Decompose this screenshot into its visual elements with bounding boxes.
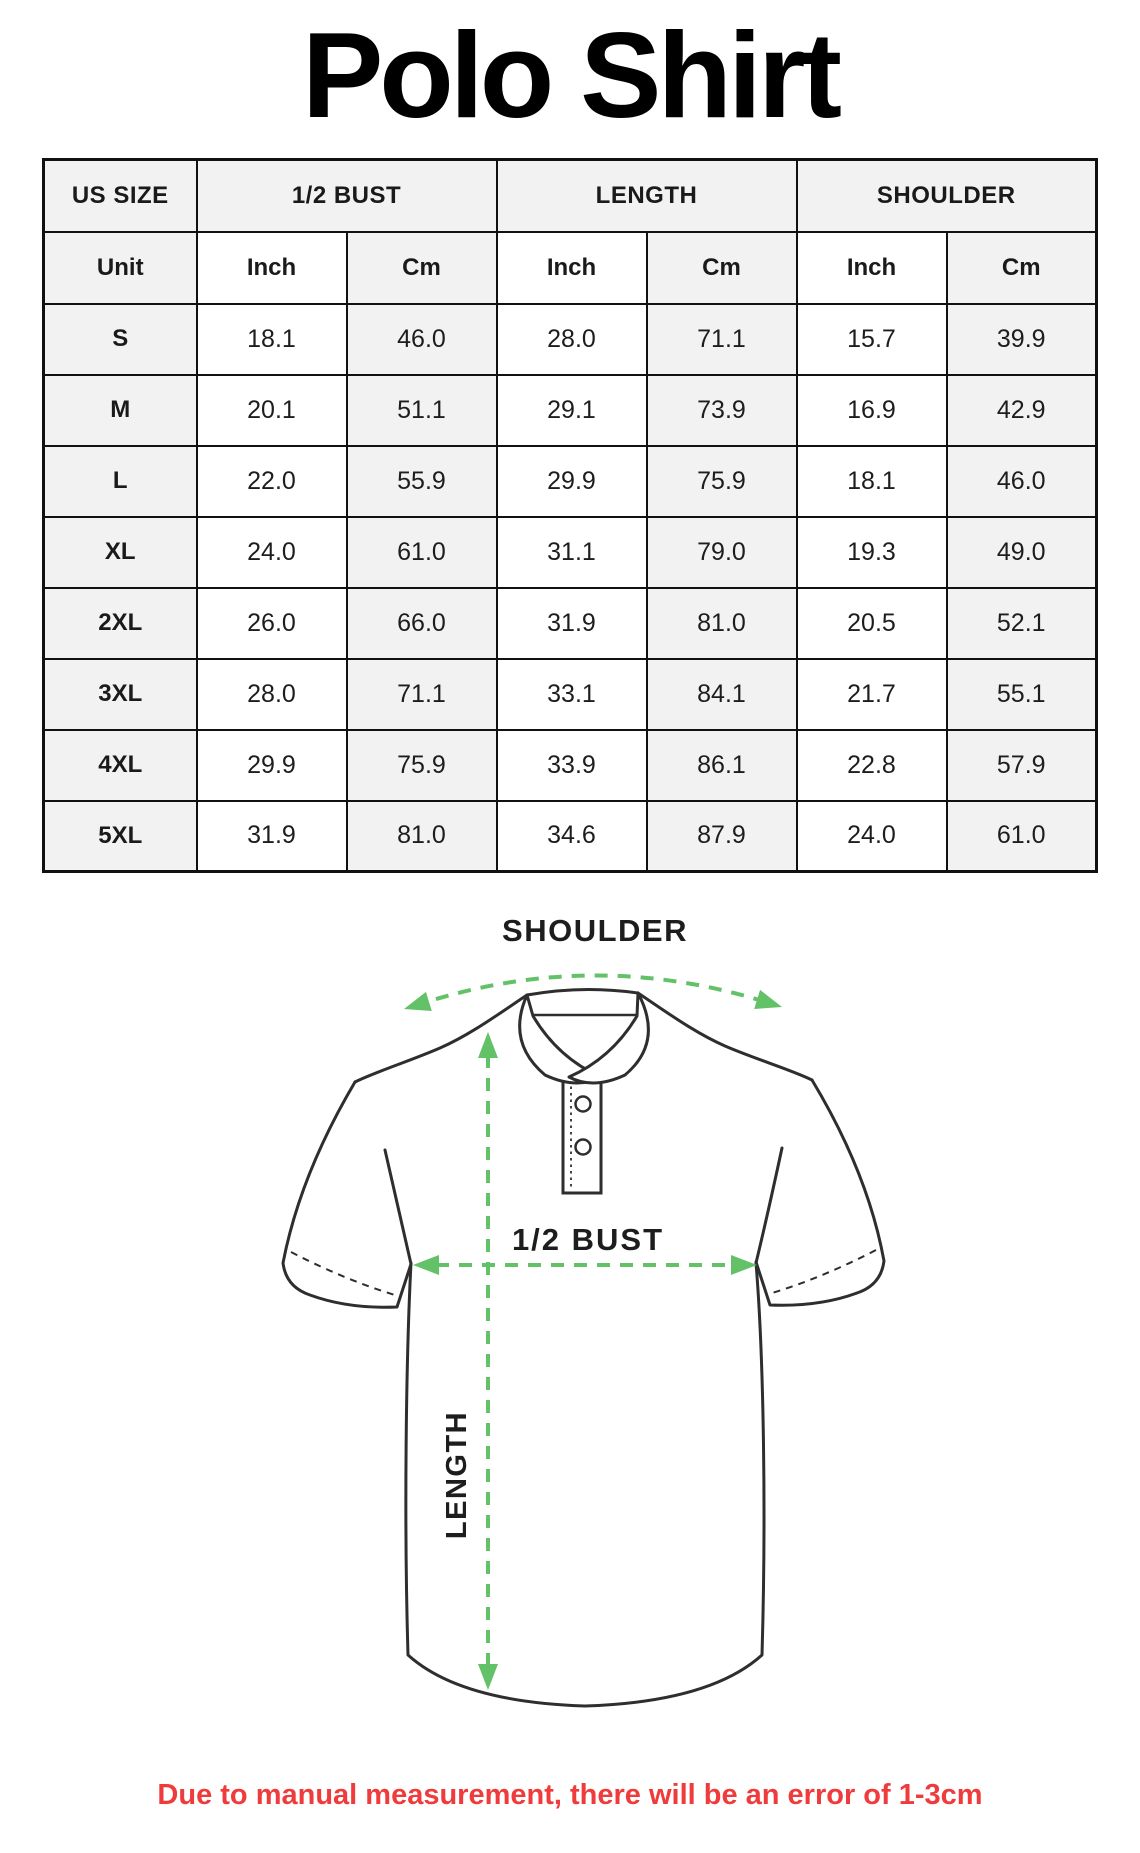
right-sleeve xyxy=(756,1080,884,1305)
value-cell: 29.9 xyxy=(497,446,647,517)
length-label: LENGTH xyxy=(441,1410,473,1540)
measurement-disclaimer: Due to manual measurement, there will be an error of 1-3cm xyxy=(157,1779,983,1811)
button xyxy=(576,1097,591,1112)
value-cell: 51.1 xyxy=(347,375,497,446)
value-cell: 16.9 xyxy=(797,375,947,446)
measurement-diagram xyxy=(0,890,1140,1770)
value-cell: 84.1 xyxy=(647,659,797,730)
placket xyxy=(563,1074,601,1193)
value-cell: 49.0 xyxy=(947,517,1097,588)
page-title: Polo Shirt xyxy=(301,7,839,143)
size-cell: XL xyxy=(44,517,197,588)
value-cell: 31.9 xyxy=(497,588,647,659)
unit-cell: Cm xyxy=(947,232,1097,304)
value-cell: 73.9 xyxy=(647,375,797,446)
bust-label: 1/2 BUST xyxy=(511,1222,665,1257)
size-cell: 2XL xyxy=(44,588,197,659)
size-cell: 5XL xyxy=(44,801,197,872)
button xyxy=(576,1140,591,1155)
table-row xyxy=(44,801,1097,872)
value-cell: 18.1 xyxy=(197,304,347,375)
collar-top-edge xyxy=(527,989,638,995)
value-cell: 57.9 xyxy=(947,730,1097,801)
value-cell: 75.9 xyxy=(347,730,497,801)
unit-cell: Inch xyxy=(197,232,347,304)
value-cell: 71.1 xyxy=(647,304,797,375)
left-shoulder-line xyxy=(355,995,527,1082)
value-cell: 26.0 xyxy=(197,588,347,659)
value-cell: 22.8 xyxy=(797,730,947,801)
value-cell: 31.1 xyxy=(497,517,647,588)
value-cell: 81.0 xyxy=(647,588,797,659)
value-cell: 29.9 xyxy=(197,730,347,801)
value-cell: 46.0 xyxy=(347,304,497,375)
table-row xyxy=(44,375,1097,446)
value-cell: 79.0 xyxy=(647,517,797,588)
value-cell: 22.0 xyxy=(197,446,347,517)
arrowhead-left xyxy=(401,992,432,1019)
header-us-size: US SIZE xyxy=(44,160,197,232)
arrowhead-right xyxy=(754,990,785,1017)
value-cell: 75.9 xyxy=(647,446,797,517)
value-cell: 61.0 xyxy=(947,801,1097,872)
left-sleeve xyxy=(283,1082,411,1307)
size-cell: S xyxy=(44,304,197,375)
value-cell: 55.1 xyxy=(947,659,1097,730)
value-cell: 34.6 xyxy=(497,801,647,872)
value-cell: 71.1 xyxy=(347,659,497,730)
size-cell: M xyxy=(44,375,197,446)
shoulder-label: SHOULDER xyxy=(502,913,688,948)
value-cell: 46.0 xyxy=(947,446,1097,517)
right-shoulder-line xyxy=(638,993,812,1080)
value-cell: 86.1 xyxy=(647,730,797,801)
unit-row xyxy=(44,232,1097,304)
unit-cell: Inch xyxy=(497,232,647,304)
value-cell: 18.1 xyxy=(797,446,947,517)
size-cell: 4XL xyxy=(44,730,197,801)
value-cell: 21.7 xyxy=(797,659,947,730)
value-cell: 52.1 xyxy=(947,588,1097,659)
value-cell: 31.9 xyxy=(197,801,347,872)
value-cell: 28.0 xyxy=(497,304,647,375)
size-cell: L xyxy=(44,446,197,517)
unit-cell: Inch xyxy=(797,232,947,304)
collar-right-flap xyxy=(569,993,648,1083)
header-shoulder: SHOULDER xyxy=(797,160,1097,232)
header-length: LENGTH xyxy=(497,160,797,232)
value-cell: 29.1 xyxy=(497,375,647,446)
value-cell: 19.3 xyxy=(797,517,947,588)
value-cell: 33.9 xyxy=(497,730,647,801)
value-cell: 55.9 xyxy=(347,446,497,517)
table-row xyxy=(44,659,1097,730)
value-cell: 66.0 xyxy=(347,588,497,659)
value-cell: 28.0 xyxy=(197,659,347,730)
table-row xyxy=(44,304,1097,375)
value-cell: 87.9 xyxy=(647,801,797,872)
value-cell: 24.0 xyxy=(797,801,947,872)
value-cell: 20.1 xyxy=(197,375,347,446)
arrowhead-up xyxy=(478,1032,498,1058)
unit-cell: Cm xyxy=(347,232,497,304)
unit-label: Unit xyxy=(44,232,197,304)
table-row xyxy=(44,730,1097,801)
value-cell: 33.1 xyxy=(497,659,647,730)
value-cell: 61.0 xyxy=(347,517,497,588)
value-cell: 42.9 xyxy=(947,375,1097,446)
polo-shirt-drawing xyxy=(0,890,1140,1770)
table-row xyxy=(44,588,1097,659)
table-row xyxy=(44,446,1097,517)
size-cell: 3XL xyxy=(44,659,197,730)
value-cell: 20.5 xyxy=(797,588,947,659)
value-cell: 15.7 xyxy=(797,304,947,375)
table-row xyxy=(44,517,1097,588)
header-half-bust: 1/2 BUST xyxy=(197,160,497,232)
value-cell: 24.0 xyxy=(197,517,347,588)
unit-cell: Cm xyxy=(647,232,797,304)
value-cell: 39.9 xyxy=(947,304,1097,375)
table-header-row xyxy=(44,160,1097,232)
size-chart-table xyxy=(42,158,1098,873)
value-cell: 81.0 xyxy=(347,801,497,872)
